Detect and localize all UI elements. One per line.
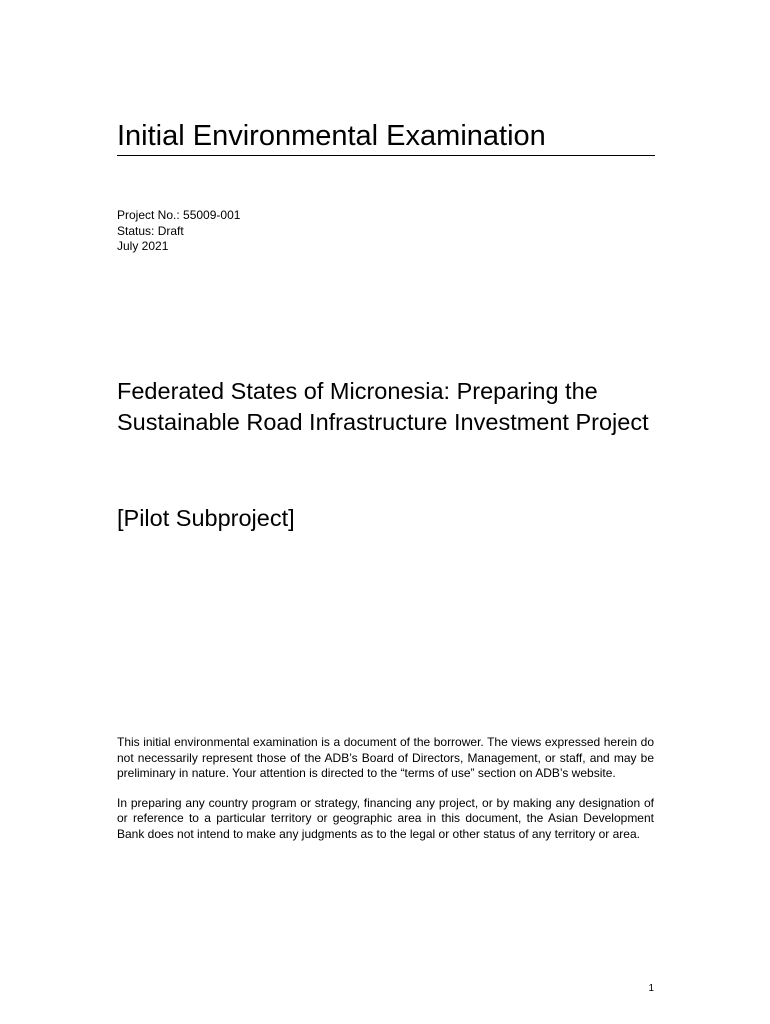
disclaimer [117,735,654,856]
document-status: Status: Draft [117,223,184,238]
project-number: Project No.: 55009-001 [117,208,241,222]
document-date: July 2021 [117,239,169,253]
document-title: Initial Environmental Examination [117,118,655,156]
project-title: Federated States of Micronesia: Preparing the Sustainable Road Infrastructure Investment Project [117,378,649,435]
document-metadata [117,208,240,255]
page-number: 1 [648,983,654,994]
disclaimer-paragraph: In preparing any country program or strategy, financing any project, or by making any designation of or reference to a particular territory or geographic area in this document, the Asian Development Bank does not intend to make any judgments as to the legal or other status of any territory or area. [117,795,654,841]
disclaimer-paragraph: This initial environmental examination is a document of the borrower. The views expressed herein do not necessarily represent those of the ADB’s Board of Directors, Management, or staff, and may be preliminary in nature. Your attention is directed to the “terms of use” section on ADB’s website. [117,735,654,780]
subproject-label: [Pilot Subproject] [117,505,295,531]
